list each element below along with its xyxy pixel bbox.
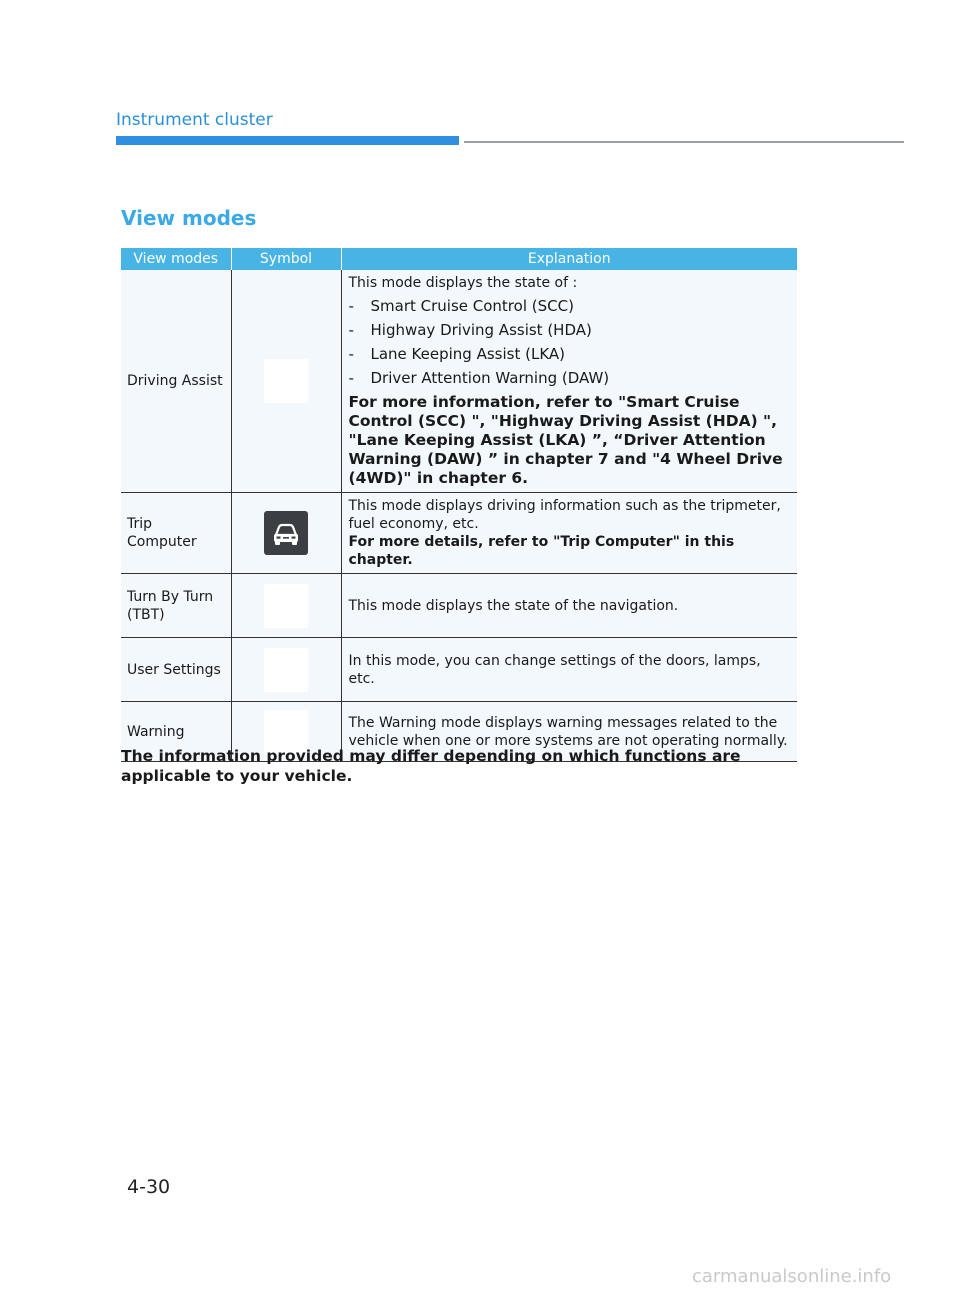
explanation-text: In this mode, you can change settings of the doors, lamps, etc. xyxy=(348,652,761,687)
explanation-reference: For more details, refer to "Trip Computer" in this chapter. xyxy=(348,534,735,568)
explanation-text: The Warning mode displays warning messages related to the vehicle when one or more systems are not operating normally. xyxy=(348,714,788,749)
mode-cell xyxy=(121,574,231,638)
watermark: carmanualsonline.info xyxy=(692,1266,892,1287)
section-title: View modes xyxy=(121,206,257,230)
mode-label-line2: (TBT) xyxy=(127,606,165,623)
header-title: Instrument cluster xyxy=(116,110,273,130)
explanation-cell xyxy=(341,638,797,702)
symbol-cell xyxy=(231,493,341,574)
page-number: 4-30 xyxy=(127,1176,171,1198)
column-header-explanation: Explanation xyxy=(341,248,797,270)
table-row-trip-computer xyxy=(121,493,797,574)
mode-cell xyxy=(121,270,231,493)
column-header-view-modes: View modes xyxy=(121,248,231,270)
driving-assist-icon xyxy=(264,359,308,403)
header-divider xyxy=(464,141,904,143)
navigation-icon xyxy=(264,584,308,628)
mode-label: Driving Assist xyxy=(127,373,223,389)
column-header-symbol: Symbol xyxy=(231,248,341,270)
mode-cell xyxy=(121,493,231,574)
information-note: The information provided may differ depending on which functions are applicable to your vehicle. xyxy=(121,747,741,785)
symbol-cell xyxy=(231,638,341,702)
table-row-driving-assist xyxy=(121,270,797,493)
mode-cell xyxy=(121,638,231,702)
view-modes-table xyxy=(121,248,797,762)
explanation-cell xyxy=(341,574,797,638)
mode-label: User Settings xyxy=(127,661,221,678)
explanation-cell xyxy=(341,493,797,574)
header-accent-bar xyxy=(116,136,459,145)
list-item: - Smart Cruise Control (SCC) xyxy=(348,297,574,315)
car-icon xyxy=(264,511,308,555)
symbol-cell xyxy=(231,270,341,493)
list-item: - Highway Driving Assist (HDA) xyxy=(348,321,592,339)
table-header-row xyxy=(121,248,797,270)
mode-label: Turn By Turn xyxy=(127,588,214,605)
table-row-user-settings xyxy=(121,638,797,702)
explanation-text: This mode displays the state of the navigation. xyxy=(348,597,679,614)
list-item: - Driver Attention Warning (DAW) xyxy=(348,369,610,387)
explanation-reference: For more information, refer to "Smart Cruise Control (SCC) ", "Highway Driving Assist (HDA) ", "Lane Keeping Assist (LKA) ”, “Driver Attention Warning (DAW) ” in chapter 7 and "4 Wheel Drive (4WD)" in chapter 6. xyxy=(348,393,783,487)
explanation-text: This mode displays driving information such as the tripmeter, fuel economy, etc. xyxy=(348,498,781,532)
table-row-turn-by-turn xyxy=(121,574,797,638)
settings-icon xyxy=(264,648,308,692)
mode-label: Trip xyxy=(127,516,153,532)
mode-label-line2: Computer xyxy=(127,534,197,550)
explanation-intro: This mode displays the state of : xyxy=(348,275,578,291)
mode-label: Warning xyxy=(127,723,185,740)
list-item: - Lane Keeping Assist (LKA) xyxy=(348,345,566,363)
symbol-cell xyxy=(231,574,341,638)
explanation-cell xyxy=(341,270,797,493)
